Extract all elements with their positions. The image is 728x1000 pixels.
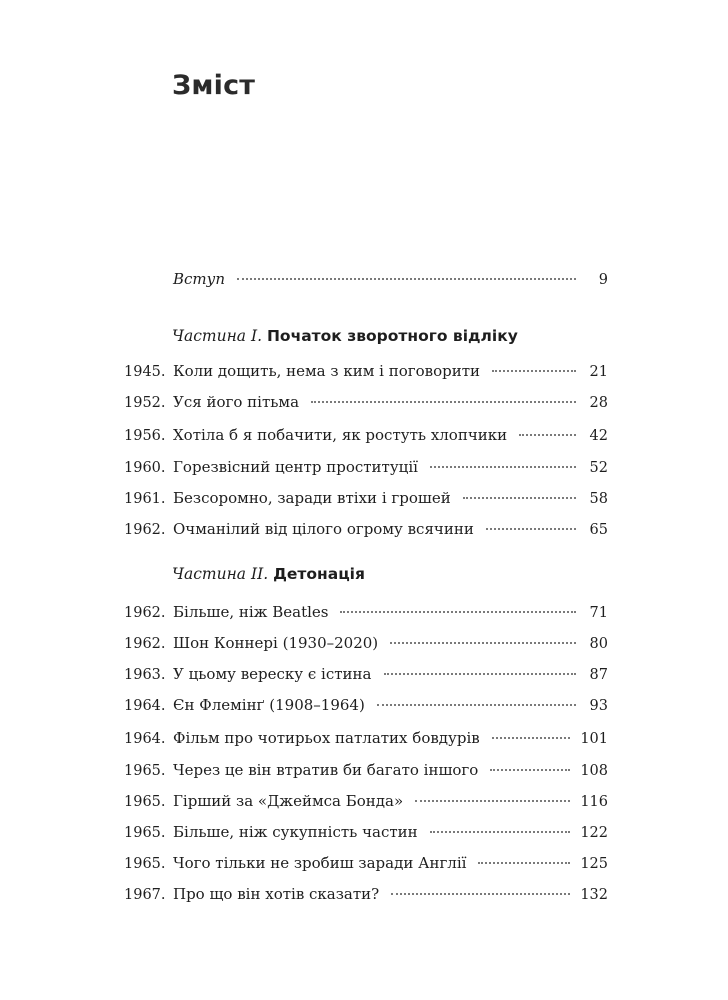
- entry-year: 1964.: [124, 731, 166, 747]
- entry-title: Коли дощить, нема з ким і поговорити: [173, 362, 481, 380]
- page-number: 108: [580, 763, 608, 779]
- entry-year: 1965.: [124, 763, 166, 779]
- toc-entry: [124, 456, 608, 478]
- dot-leader: [490, 769, 570, 771]
- entry-year: 1963.: [124, 667, 166, 683]
- toc-entry: [124, 487, 608, 509]
- page-number: 93: [589, 698, 608, 714]
- entry-year: 1965.: [124, 825, 166, 841]
- entry-title: Через це він втратив би багато іншого: [173, 761, 479, 779]
- toc-entry: [124, 360, 608, 382]
- page-number: 21: [589, 364, 608, 380]
- entry-year: 1967.: [124, 887, 166, 903]
- toc-entry: [124, 694, 608, 716]
- page-number: 101: [580, 731, 608, 747]
- dot-leader: [492, 737, 571, 739]
- page-number: 132: [580, 887, 608, 903]
- entry-title: Уся його пітьма: [173, 393, 300, 411]
- page-number: 9: [598, 272, 608, 288]
- page-number: 42: [589, 428, 608, 444]
- entry-title: У цьому вереску є істина: [173, 665, 372, 683]
- toc-entry: [124, 790, 608, 812]
- part-heading-2: [172, 563, 365, 585]
- entry-year: 1960.: [124, 460, 166, 476]
- dot-leader: [390, 642, 576, 644]
- dot-leader: [415, 800, 570, 802]
- dot-leader: [430, 466, 576, 468]
- entry-year: 1962.: [124, 605, 166, 621]
- page-number: 122: [580, 825, 608, 841]
- dot-leader: [311, 401, 576, 403]
- page-number: 65: [589, 522, 608, 538]
- page-title: Зміст: [172, 70, 256, 101]
- toc-entry: [124, 821, 608, 843]
- entry-year: 1965.: [124, 856, 166, 872]
- dot-leader: [377, 704, 576, 706]
- toc-entry: [124, 727, 608, 749]
- entry-year: 1962.: [124, 636, 166, 652]
- toc-entry: [124, 883, 608, 905]
- dot-leader: [237, 278, 576, 280]
- entry-year: 1965.: [124, 794, 166, 810]
- entry-year: 1964.: [124, 698, 166, 714]
- entry-title: Гірший за «Джеймса Бонда»: [173, 792, 404, 810]
- dot-leader: [519, 434, 576, 436]
- entry-year: 1956.: [124, 428, 166, 444]
- page-number: 58: [589, 491, 608, 507]
- toc-entry: [124, 424, 608, 446]
- entry-title: Безсоромно, заради втіхи і грошей: [173, 489, 451, 507]
- toc-entry: [124, 759, 608, 781]
- toc-entry: [124, 632, 608, 654]
- entry-year: 1952.: [124, 395, 166, 411]
- dot-leader: [463, 497, 576, 499]
- dot-leader: [430, 831, 571, 833]
- entry-title: Очманілий від цілого огрому всячини: [173, 520, 474, 538]
- page-number: 80: [589, 636, 608, 652]
- toc-entry: [124, 518, 608, 540]
- entry-title: Вступ: [173, 270, 226, 288]
- entry-year: 1961.: [124, 491, 166, 507]
- dot-leader: [340, 611, 576, 613]
- toc-entry: [124, 601, 608, 623]
- toc-entry-intro: [124, 268, 608, 290]
- entry-title: Хотіла б я побачити, як ростуть хлопчики: [173, 426, 508, 444]
- dot-leader: [384, 673, 577, 675]
- entry-title: Єн Флемінґ (1908–1964): [173, 696, 365, 714]
- page-number: 28: [589, 395, 608, 411]
- toc-entry: [124, 391, 608, 413]
- entry-title: Чого тільки не зробиш заради Англії: [173, 854, 467, 872]
- part-label: Частина II.: [172, 565, 269, 583]
- dot-leader: [492, 370, 576, 372]
- page-number: 71: [589, 605, 608, 621]
- page-number: 87: [589, 667, 608, 683]
- part-label: Частина I.: [172, 327, 263, 345]
- part-name: Детонація: [273, 565, 365, 583]
- entry-title: Про що він хотів сказати?: [173, 885, 380, 903]
- entry-year: 1962.: [124, 522, 166, 538]
- toc-entry: [124, 852, 608, 874]
- dot-leader: [486, 528, 576, 530]
- entry-title: Фільм про чотирьох патлатих бовдурів: [173, 729, 480, 747]
- part-name: Початок зворотного відліку: [266, 327, 518, 345]
- page-number: 52: [589, 460, 608, 476]
- entry-year: 1945.: [124, 364, 166, 380]
- entry-title: Більше, ніж Beatles: [173, 603, 329, 621]
- page-number: 125: [580, 856, 608, 872]
- toc-entry: [124, 663, 608, 685]
- entry-title: Більше, ніж сукупність частин: [173, 823, 418, 841]
- dot-leader: [391, 893, 570, 895]
- page-number: 116: [580, 794, 608, 810]
- entry-title: Шон Коннері (1930–2020): [173, 634, 379, 652]
- dot-leader: [478, 862, 570, 864]
- part-heading-1: [172, 325, 518, 347]
- entry-title: Горезвісний центр проституції: [173, 458, 418, 476]
